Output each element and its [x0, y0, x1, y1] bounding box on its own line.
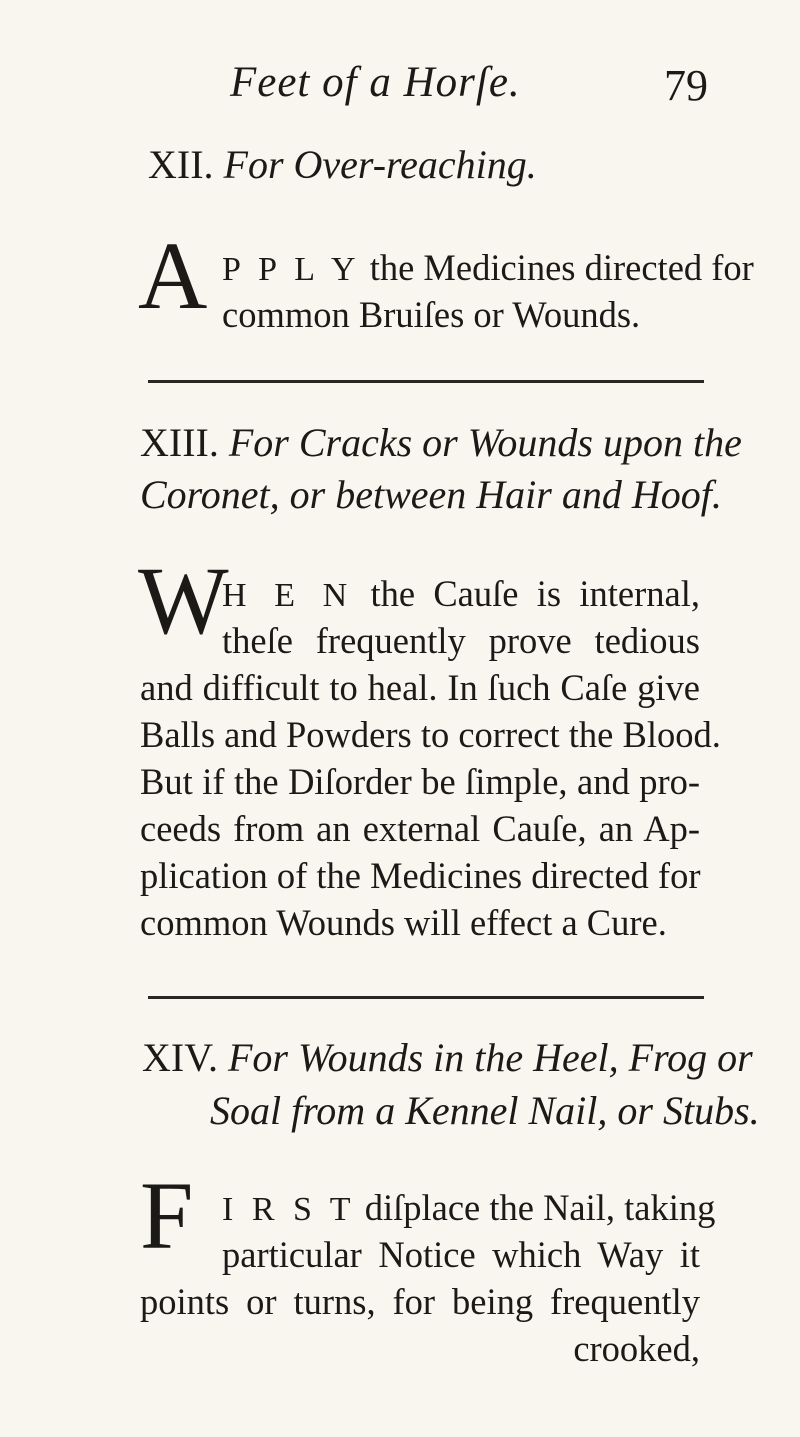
section-heading-xiii-cont: [140, 470, 722, 520]
paragraph-line: and difficult to heal. In ſuch Caſe give: [140, 667, 700, 708]
drop-cap: A: [138, 222, 208, 329]
section-title-line-2: Soal from a Kennel Nail, or Stubs.: [210, 1088, 760, 1133]
paragraph-xiii: [140, 570, 721, 946]
drop-cap: F: [140, 1162, 194, 1269]
section-divider: [148, 380, 704, 383]
section-title: For Wounds in the Heel, Frog or: [227, 1035, 753, 1080]
paragraph-line: P P L Y the Medicines directed for: [222, 247, 754, 288]
section-heading-xiii: [140, 418, 742, 468]
paragraph-line: common Bruiſes or Wounds.: [222, 294, 641, 335]
paragraph-xiv: [140, 1184, 716, 1372]
running-title: Feet of a Horſe.: [230, 59, 521, 106]
paragraph-line: ceeds from an external Cauſe, an Ap-: [140, 808, 700, 849]
section-title: For Over-reaching.: [223, 142, 537, 187]
section-title-line-2: Coronet, or between Hair and Hoof.: [140, 472, 722, 517]
section-numeral: XIII.: [140, 420, 219, 465]
section-heading-xiv: [142, 1033, 753, 1083]
section-numeral: XIV.: [142, 1035, 218, 1080]
drop-cap: W: [138, 547, 229, 654]
paragraph-xii: [140, 244, 754, 338]
paragraph-line: I R S T diſplace the Nail, taking: [222, 1187, 716, 1228]
paragraph-line: H E N the Cauſe is internal,: [222, 573, 700, 614]
paragraph-line: particular Notice which Way it: [222, 1234, 700, 1275]
paragraph-line: But if the Diſorder be ſimple, and pro-: [140, 761, 700, 802]
section-title: For Cracks or Wounds upon the: [228, 420, 742, 465]
paragraph-line: points or turns, for being frequently: [140, 1281, 700, 1322]
running-head: [0, 58, 800, 118]
section-numeral: XII.: [148, 142, 214, 187]
paragraph-line: Balls and Powders to correct the Blood.: [140, 714, 721, 755]
paragraph-line: crooked,: [573, 1328, 700, 1369]
page-number: 79: [664, 61, 708, 110]
paragraph-line: theſe frequently prove tedious: [222, 620, 700, 661]
section-heading-xii: [148, 140, 537, 190]
paragraph-line: plication of the Medicines directed for: [140, 855, 701, 896]
section-divider: [148, 996, 704, 999]
paragraph-line: common Wounds will effect a Cure.: [140, 902, 667, 943]
section-heading-xiv-cont: [210, 1086, 760, 1136]
